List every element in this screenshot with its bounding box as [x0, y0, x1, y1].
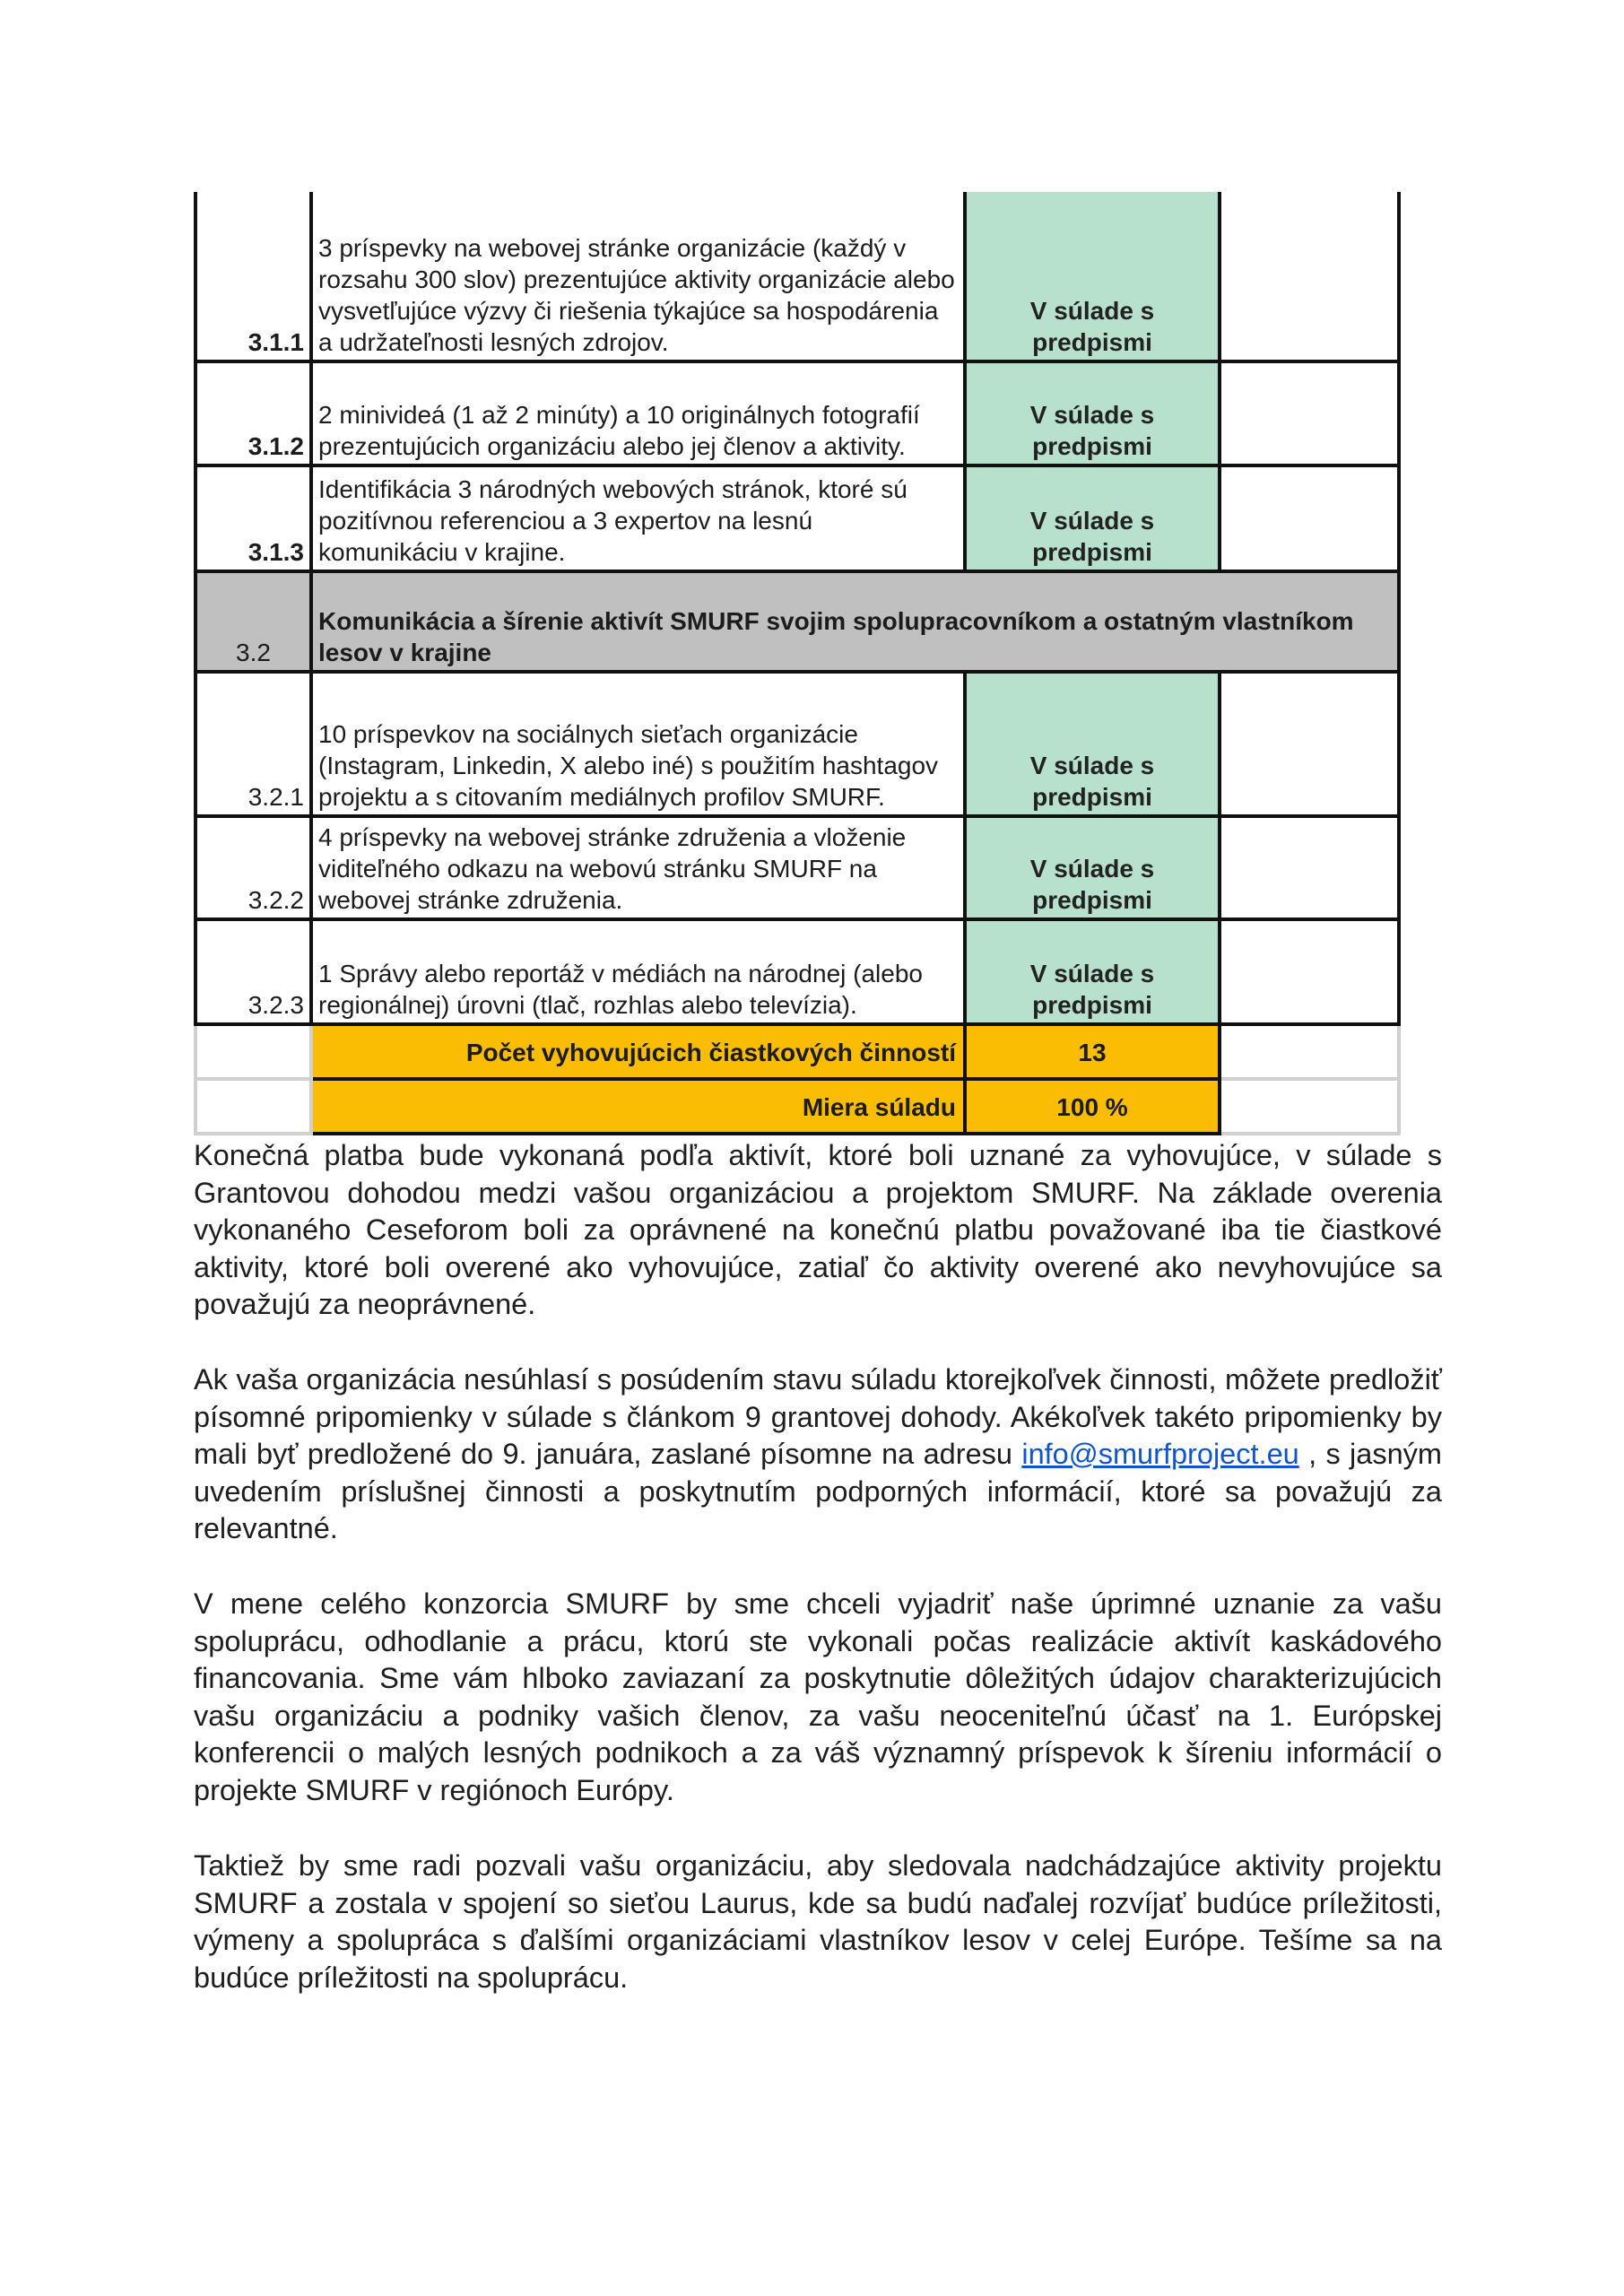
summary-row-rate	[195, 1079, 1399, 1134]
notes-cell	[1220, 361, 1399, 465]
paragraph-acknowledgement: V mene celého konzorcia SMURF by sme chceli vyjadriť naše úprimné uznanie za vašu spoluprácu, odhodlanie a prácu, ktorú ste vykonali počas realizácie aktivít kaskádového financovania. Sme vám hlboko zaviazaní za poskytnutie dôležitých údajov charakterizujúcich vašu organizáciu a podniky vašich členov, za vašu neoceniteľnú účasť na 1. Európskej konferencii o malých lesných podnikoch a za váš významný príspevok k šíreniu informácií o projekte SMURF v regiónoch Európy.	[194, 1587, 1442, 1806]
section-title: Komunikácia a šírenie aktivít SMURF svojim spolupracovníkom a ostatným vlastníkom lesov v krajine	[311, 571, 1399, 672]
activity-number: 3.2.2	[195, 816, 311, 919]
compliance-status: V súlade s predpismi	[965, 919, 1220, 1024]
activity-description: 1 Správy alebo reportáž v médiách na národnej (alebo regionálnej) úrovni (tlač, rozhlas alebo televízia).	[311, 919, 965, 1024]
paragraph-invitation: Taktiež by sme radi pozvali vašu organizáciu, aby sledovala nadchádzajúce aktivity projektu SMURF a zostala v spojení so sieťou Laurus, kde sa budú naďalej rozvíjať budúce príležitosti, výmeny a spolupráca s ďalšími organizáciami vlastníkov lesov v celej Európe. Tešíme sa na budúce príležitosti na spoluprácu.	[194, 1849, 1442, 1994]
paragraph-objections-text-1: Ak vaša organizácia nesúhlasí s posúdením stavu súladu ktorejkoľvek činnosti, môžete predložiť písomné pripomienky v súlade s článkom 9 grantovej dohody. Akékoľvek takéto pripomienky by mali byť predložené do 9. januára, zaslané písomne na adresu	[194, 1363, 1442, 1470]
activity-description: 4 príspevky na webovej stránke združenia a vloženie viditeľného odkazu na webovú stránku SMURF na webovej stránke združenia.	[311, 816, 965, 919]
activity-evaluation-table	[194, 192, 1401, 1135]
compliance-status: V súlade s predpismi	[965, 672, 1220, 816]
section-number: 3.2	[195, 571, 311, 672]
empty-cell	[1220, 1079, 1399, 1134]
paragraph-objections	[194, 1361, 1442, 1548]
activity-number: 3.1.1	[195, 192, 311, 361]
notes-cell	[1220, 465, 1399, 571]
table-row-3-1-3	[195, 465, 1399, 571]
activity-number: 3.1.2	[195, 361, 311, 465]
compliance-rate-value: 100 %	[965, 1079, 1220, 1134]
activity-description: 10 príspevkov na sociálnych sieťach organizácie (Instagram, Linkedin, X alebo iné) s použitím hashtagov projektu a s citovaním mediálnych profilov SMURF.	[311, 672, 965, 816]
contact-email-link[interactable]: info@smurfproject.eu	[1021, 1438, 1299, 1470]
compliance-rate-label: Miera súladu	[311, 1079, 965, 1134]
compliance-status: V súlade s predpismi	[965, 361, 1220, 465]
table-row-3-2-1	[195, 672, 1399, 816]
table-row-3-1-1	[195, 192, 1399, 361]
empty-cell	[1220, 1024, 1399, 1079]
activity-number: 3.2.3	[195, 919, 311, 1024]
compliant-count-value: 13	[965, 1024, 1220, 1079]
notes-cell	[1220, 192, 1399, 361]
compliance-status: V súlade s predpismi	[965, 192, 1220, 361]
table-row-3-2-3	[195, 919, 1399, 1024]
paragraph-final-payment: Konečná platba bude vykonaná podľa aktivít, ktoré boli uznané za vyhovujúce, v súlade s Grantovou dohodou medzi vašou organizáciou a projektom SMURF. Na základe overenia vykonaného Ceseforom boli za oprávnené na konečnú platbu považované iba tie čiastkové aktivity, ktoré boli overené ako vyhovujúce, zatiaľ čo aktivity overené ako nevyhovujúce sa považujú za neoprávnené.	[194, 1139, 1442, 1320]
activity-description: Identifikácia 3 národných webových stránok, ktoré sú pozitívnou referenciou a 3 expertov na lesnú komunikáciu v krajine.	[311, 465, 965, 571]
paragraph-objections-text-2: , s jasným uvedením príslušnej činnosti a poskytnutím podporných informácií, ktoré sa považujú za relevantné.	[194, 1438, 1442, 1544]
notes-cell	[1220, 919, 1399, 1024]
summary-row-count	[195, 1024, 1399, 1079]
notes-cell	[1220, 816, 1399, 919]
notes-cell	[1220, 672, 1399, 816]
activity-number: 3.2.1	[195, 672, 311, 816]
activity-description: 3 príspevky na webovej stránke organizácie (každý v rozsahu 300 slov) prezentujúce aktivity organizácie alebo vysvetľujúce výzvy či riešenia týkajúce sa hospodárenia a udržateľnosti lesných zdrojov.	[311, 192, 965, 361]
empty-cell	[195, 1079, 311, 1134]
compliance-status: V súlade s predpismi	[965, 816, 1220, 919]
activity-description: 2 minivideá (1 až 2 minúty) a 10 originálnych fotografií prezentujúcich organizáciu alebo jej členov a aktivity.	[311, 361, 965, 465]
compliance-status: V súlade s predpismi	[965, 465, 1220, 571]
table-row-3-1-2	[195, 361, 1399, 465]
compliant-count-label: Počet vyhovujúcich čiastkových činností	[311, 1024, 965, 1079]
section-header-3-2	[195, 571, 1399, 672]
table-row-3-2-2	[195, 816, 1399, 919]
empty-cell	[195, 1024, 311, 1079]
activity-number: 3.1.3	[195, 465, 311, 571]
